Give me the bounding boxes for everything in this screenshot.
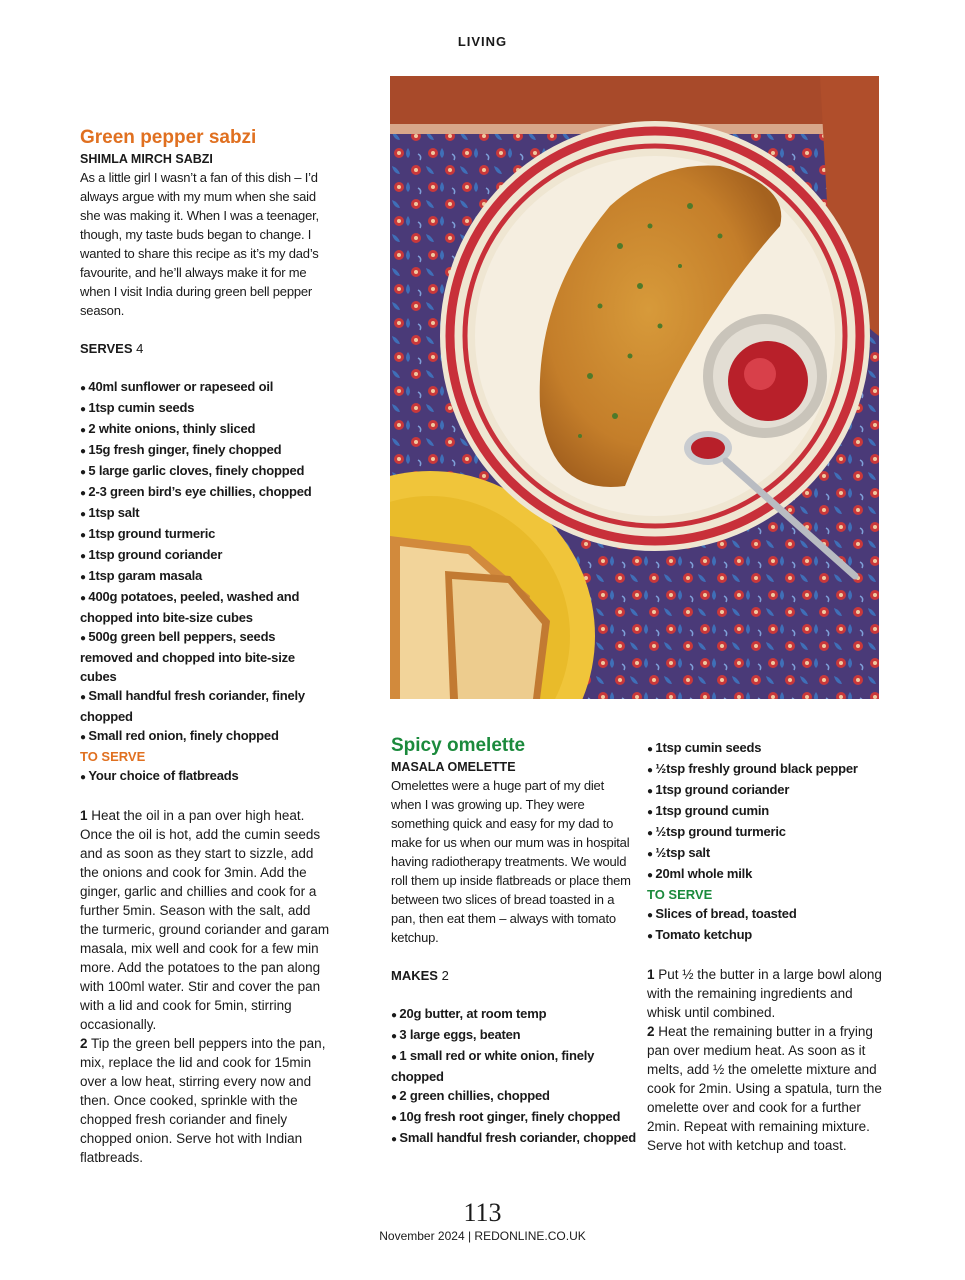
step-text: Heat the remaining butter in a frying pan over medium heat. As soon as it melts, add ½ the omelette mixture and cook for 2min. Using a spatula, turn the omelette over and cook for a further 2min. Repeat with remaining mixture. Serve hot with ketchup and toast. — [647, 1024, 882, 1153]
step-number: 1 — [647, 967, 655, 982]
ingredient: ● Small red onion, finely chopped — [80, 726, 330, 747]
step-number: 2 — [80, 1036, 88, 1051]
recipe-green-pepper-sabzi — [80, 127, 330, 1167]
ingredient: ● 1tsp salt — [80, 503, 330, 524]
step-text: Heat the oil in a pan over high heat. Once the oil is hot, add the cumin seeds and as soon as they start to sizzle, add the onions and cook for 3min. Add the ginger, garlic and chillies and cook for a further 5min. Season with the salt, add the turmeric, ground coriander and garam masala, mix well and cook for a few min more. Add the potatoes to the pan along with 100ml water. Stir and cover the pan with a lid and cook for 5min, stirring occasionally. — [80, 808, 330, 1032]
footer-issue: November 2024 | REDONLINE.CO.UK — [379, 1229, 586, 1243]
recipe1-intro: As a little girl I wasn’t a fan of this dish – I’d always argue with my mum when she said she was making it. When I was a teenager, though, my taste buds began to change. I wanted to share this recipe as it’s my dad’s favourite, and he’ll always make it for me when I visit India during green bell pepper season. — [80, 170, 319, 318]
serve-item: ● Slices of bread, toasted — [647, 904, 887, 925]
ingredient: ● 5 large garlic cloves, finely chopped — [80, 461, 330, 482]
recipe2-subtitle: MASALA OMELETTE — [391, 760, 516, 774]
recipe-spicy-omelette-continued — [647, 738, 887, 1155]
serve-item: ● Tomato ketchup — [647, 925, 887, 946]
ingredient: ● 20ml whole milk — [647, 864, 887, 885]
recipe1-serves — [80, 339, 330, 358]
recipe2-to-serve-label: TO SERVE — [647, 887, 713, 902]
recipe1-ingredients — [80, 377, 330, 747]
method-step — [647, 1022, 887, 1155]
makes-value: 2 — [441, 968, 449, 983]
recipe2-to-serve-list — [647, 904, 887, 946]
recipe1-method — [80, 806, 330, 1167]
recipe1-subtitle: SHIMLA MIRCH SABZI — [80, 152, 213, 166]
step-text: Put ½ the butter in a large bowl along with the remaining ingredients and whisk until combined. — [647, 967, 882, 1020]
ingredient: ● Small handful fresh coriander, finely chopped — [80, 686, 330, 726]
ingredient: ● ½tsp salt — [647, 843, 887, 864]
ingredient: ● ½tsp freshly ground black pepper — [647, 759, 887, 780]
ingredient: ● 2-3 green bird’s eye chillies, chopped — [80, 482, 330, 503]
method-step — [647, 965, 887, 1022]
recipe-spicy-omelette — [391, 735, 636, 1149]
serves-value: 4 — [136, 341, 144, 356]
step-number: 2 — [647, 1024, 655, 1039]
section-label: LIVING — [457, 34, 508, 49]
ingredient: ● ½tsp ground turmeric — [647, 822, 887, 843]
ingredient: ● 1tsp cumin seeds — [647, 738, 887, 759]
ingredient: ● 40ml sunflower or rapeseed oil — [80, 377, 330, 398]
serves-label: SERVES — [80, 341, 133, 356]
step-number: 1 — [80, 808, 88, 823]
ingredient: ● Small handful fresh coriander, chopped — [391, 1128, 636, 1149]
recipe1-to-serve-label: TO SERVE — [80, 749, 146, 764]
ingredient: ● 1tsp ground coriander — [80, 545, 330, 566]
ingredient: ● 3 large eggs, beaten — [391, 1025, 636, 1046]
recipe1-title: Green pepper sabzi — [80, 127, 257, 148]
ingredient: ● 1 small red or white onion, finely chopped — [391, 1046, 636, 1086]
ingredient: ● 1tsp cumin seeds — [80, 398, 330, 419]
recipe1-to-serve-list — [80, 766, 330, 787]
ingredient: ● 15g fresh ginger, finely chopped — [80, 440, 330, 461]
ingredient: ● 400g potatoes, peeled, washed and chopped into bite-size cubes — [80, 587, 330, 627]
ingredient: ● 2 green chillies, chopped — [391, 1086, 636, 1107]
recipe2-method — [647, 965, 887, 1155]
recipe2-ingredients-a — [391, 1004, 636, 1149]
recipe2-intro: Omelettes were a huge part of my diet when I was growing up. They were something quick and easy for my dad to make for us when our mum was in hospital having radiotherapy treatments. We would roll them up inside flatbreads or place them between two slices of bread toasted in a pan, then eat them – always with tomato ketchup. — [391, 778, 631, 945]
ingredient: ● 10g fresh root ginger, finely chopped — [391, 1107, 636, 1128]
ingredient: ● 1tsp ground coriander — [647, 780, 887, 801]
ingredient: ● 1tsp ground cumin — [647, 801, 887, 822]
omelette-photo — [390, 76, 879, 699]
page-number: 113 — [463, 1198, 502, 1227]
recipe2-ingredients-b — [647, 738, 887, 885]
ingredient: ● 2 white onions, thinly sliced — [80, 419, 330, 440]
ingredient: ● 20g butter, at room temp — [391, 1004, 636, 1025]
method-step — [80, 806, 330, 1034]
ingredient: ● 1tsp garam masala — [80, 566, 330, 587]
method-step — [80, 1034, 330, 1167]
step-text: Tip the green bell peppers into the pan, mix, replace the lid and cook for 15min over a low heat, stirring every now and then. Once cooked, sprinkle with the chopped fresh coriander and finely chopped onion. Serve hot with Indian flatbreads. — [80, 1036, 326, 1165]
recipe2-title: Spicy omelette — [391, 735, 526, 756]
ingredient: ● 500g green bell peppers, seeds removed and chopped into bite-size cubes — [80, 627, 330, 686]
makes-label: MAKES — [391, 968, 438, 983]
recipe2-makes — [391, 966, 636, 985]
serve-item: ● Your choice of flatbreads — [80, 766, 330, 787]
ingredient: ● 1tsp ground turmeric — [80, 524, 330, 545]
